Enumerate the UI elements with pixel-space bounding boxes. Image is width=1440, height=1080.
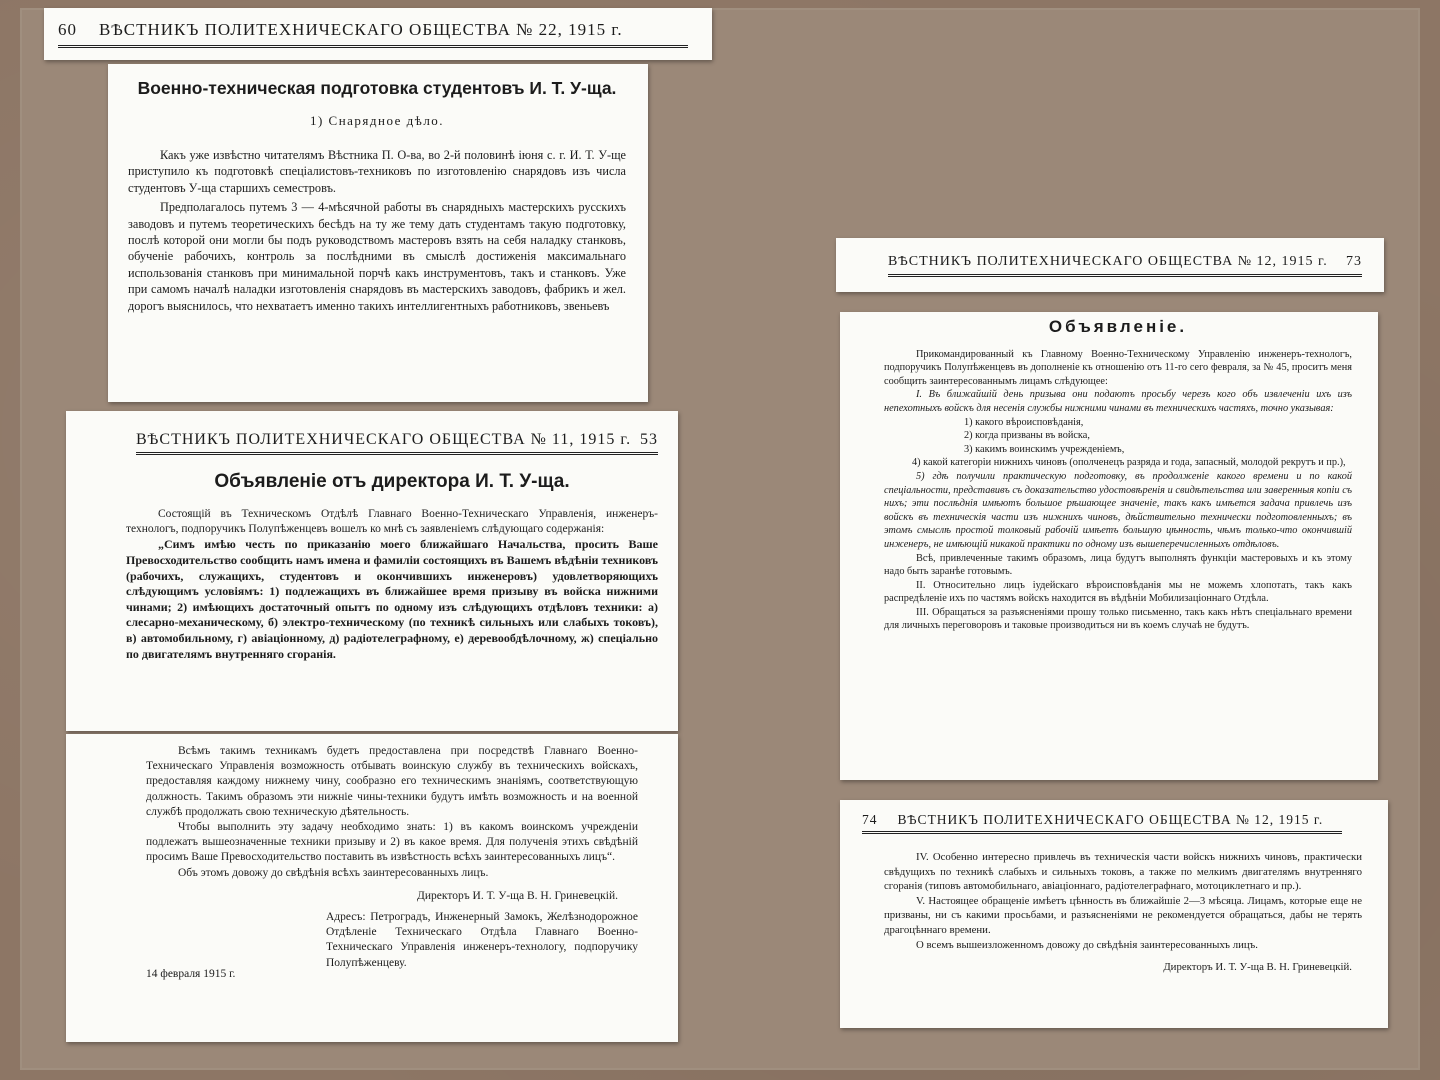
notice-intro: Прикомандированный къ Главному Военно-Техническому Управленію инженеръ-технологъ, подпоручикъ Полупѣженцевъ въ дополненіе къ отношенію отъ 11-го сего февраля, за № 45, проситъ меня сообщить заинтересованнымъ лицамъ слѣдующее: (884, 348, 1352, 387)
continuation-paragraph: Всѣмъ такимъ техникамъ будетъ предоставлена при посредствѣ Главнаго Военно-Техническаго Управленія возможность отбывать воинскую службу въ техническихъ войскахъ, предоставляя каждому нижнему чину, сообразно его техническимъ знаніямъ, соответствующую должность. Такимъ образомъ эти нижніе чины-техники будутъ имѣть возможность и на военной службѣ продолжать свою техническую дѣятельность. (146, 745, 638, 818)
announcement-date: 14 февраля 1915 г. (146, 967, 236, 980)
running-head (862, 812, 1342, 834)
continuation-paragraph: Объ этомъ довожу до свѣдѣнія всѣхъ заинтересованныхъ лицъ. (178, 866, 489, 879)
clipping-article-shell-production (108, 64, 648, 402)
notice-point-1: I. Въ ближайшій день призыва они подаютъ просьбу черезъ кого объ извлеченіи ихъ изъ непехотныхъ войскъ для несенія службы нижними чинами въ техническихъ частяхъ, точно указывая: (884, 389, 1352, 414)
notice-list-item: 4) какой категоріи нижнихъ чиновъ (ополченецъ разряда и года, запасный, молодой рекрутъ и пр.), (912, 457, 1346, 469)
director-signature: Директоръ И. Т. У-ща В. Н. Гриневецкій. (417, 889, 618, 902)
notice-paragraph: Всѣ, привлеченные такимъ образомъ, лица будутъ выполнять функціи мастеровыхъ и къ этому надо быть заранѣе готовымъ. (884, 552, 1352, 578)
notice-list-item: 1) какого вѣроисповѣданія, (964, 416, 1084, 428)
article-paragraph: Предполагалось путемъ 3 — 4-мѣсячной работы въ снарядныхъ мастерскихъ русскихъ заводовъ и путемъ теоретическихъ бесѣдъ на ту же тему дать студентамъ такую подготовку, послѣ которой они могли бы подъ руководствомъ мастеровъ взять на себя наладку станковъ, обученіе рабочихъ, контроль за послѣдними въ смыслѣ достиженія максимальнаго использованія станковъ при минимальной порчѣ какъ инструментовъ, такъ и станковъ. Уже при самомъ началѣ наладки изготовленія снарядовъ въ мастерскихъ заводовъ, фабрикъ и жел. дорогъ выяснилось, что нехватаетъ именно такихъ интеллигентныхъ работниковъ, звеньевъ (128, 200, 626, 313)
page-number: 73 (1346, 254, 1362, 269)
announcement-title: Объявленіе отъ директора И. Т. У-ща. (214, 471, 570, 492)
notice-point-2: II. Относительно лицъ іудейскаго вѣроисповѣданія мы не можемъ хлопотать, такъ какъ распредѣленіе ихъ по частямъ войскъ находится въ вѣдѣніи Мобилизаціоннаго Отдѣла. (884, 579, 1352, 605)
page74-paragraph: IV. Особенно интересно привлечь въ техническія части войскъ нижнихъ чиновъ, практически свѣдущихъ по техникѣ слабыхъ и сильныхъ токовъ, а также по мелкимъ двигателямъ внутренняго сгоранія (типовъ автомобильнаго, авіаціоннаго, радіотелеграфнаго, мотоциклетнаго и пр.). (884, 851, 1362, 893)
page-number: 53 (640, 431, 658, 448)
director-signature: Директоръ И. Т. У-ща В. Н. Гриневецкій. (1163, 961, 1352, 974)
notice-point-1-5: 5) гдѣ получили практическую подготовку, въ продолженіе какого времени и по какой спеціальности, представивъ съ доказательство удостовѣренія и свидѣтельства или заверенныя копіи съ нихъ; эти послѣднія имѣютъ большое рѣшающее значеніе, такъ какъ имѣется задача привлечь изъ войскъ въ техническія части изъ нижнихъ чиновъ, дѣйствительно технически подготовленныхъ; въ этомъ смыслѣ простой толковый рабочій имѣетъ большую цѣнность, чѣмъ только-что окончившій инженеръ, не имѣющій никакой практики по одному изъ вышеперечисленныхъ отдѣловъ. (884, 470, 1352, 550)
clipping-announcement-notice (840, 312, 1378, 780)
notice-list-item: 2) когда призваны въ войска, (964, 430, 1090, 442)
running-head (58, 20, 688, 48)
article-title: Военно-техническая подготовка студентовъ И. Т. У-ща. (137, 78, 617, 98)
notice-title: Объявленіе. (1048, 317, 1188, 336)
clipping-header-issue-12-p73 (836, 238, 1384, 292)
notice-point-3: III. Обращаться за разъясненіями прошу только письменно, такъ какъ нѣтъ спеціальнаго времени для личныхъ переговоровъ и таковые производиться ни въ коемъ случаѣ не будутъ. (884, 606, 1352, 632)
announcement-paragraph: „Симъ имѣю честь по приказанію моего ближайшаго Начальства, просить Ваше Превосходительство сообщить намъ имена и фамиліи состоящихъ въ Вашемъ вѣдѣніи техниковъ (рабочихъ, служащихъ, студентовъ и окончившихъ инженеровъ) удовлетворяющихъ слѣдующимъ условіямъ: 1) подлежащихъ въ ближайшее время призыву въ войска нижними чинами; 2) имѣющихъ достаточный опытъ по одному изъ слѣдующихъ отдѣловъ техники: а) слесарно-механическому, б) электро-техническому (по техникѣ сильныхъ или слабыхъ токовъ), в) автомобильному, г) авіаціонному, д) радіотелеграфному, е) деревообдѣлочному, ж) спеціально по двигателямъ внутренняго сгоранія. (126, 537, 658, 661)
continuation-paragraph: Чтобы выполнить эту задачу необходимо знать: 1) въ какомъ воинскомъ учрежденіи подлежатъ вышеозначенные техники призыву и 2) въ какое время. Для полученія этихъ свѣдѣній просимъ Ваше Превосходительство поставить въ извѣстность всѣхъ заинтересованныхъ лицъ“. (146, 821, 638, 864)
journal-title: ВѢСТНИКЪ ПОЛИТЕХНИЧЕСКАГО ОБЩЕСТВА № 22, 1915 г. (99, 20, 623, 39)
article-subtitle: 1) Снарядное дѣло. (309, 113, 445, 128)
page74-paragraph: V. Настоящее обращеніе имѣетъ цѣнность въ ближайшіе 2—3 мѣсяца. Лицамъ, которые еще не призваны, ни съ какими просьбами, и разъясненіями не рекомендуется обращаться, дабы не терять драгоцѣннаго времени. (884, 894, 1362, 936)
journal-title: ВѢСТНИКЪ ПОЛИТЕХНИЧЕСКАГО ОБЩЕСТВА № 11, 1915 г. (136, 431, 632, 448)
page-number: 60 (58, 20, 77, 39)
page74-paragraph: О всемъ вышеизложенномъ довожу до свѣдѣнія заинтересованныхъ лицъ. (916, 938, 1258, 951)
notice-list-item: 3) какимъ воинскимъ учрежденіемъ, (964, 443, 1125, 455)
clipping-header-issue-22 (44, 8, 712, 60)
notice-list (884, 416, 1352, 470)
clipping-announcement-continuation (66, 734, 678, 1042)
journal-title: ВѢСТНИКЪ ПОЛИТЕХНИЧЕСКАГО ОБЩЕСТВА № 12, 1915 г. (897, 812, 1324, 827)
running-head (888, 254, 1362, 277)
page-number: 74 (862, 812, 878, 827)
article-paragraph: Какъ уже извѣстно читателямъ Вѣстника П. О-ва, во 2-й половинѣ іюня с. г. И. Т. У-ще приступило къ подготовкѣ спеціалистовъ-техниковъ по изготовленію снарядовъ изъ числа студентовъ У-ща старшихъ семестровъ. (128, 148, 626, 195)
clipping-page-74 (840, 800, 1388, 1028)
header-rule (136, 452, 658, 455)
journal-title: ВѢСТНИКЪ ПОЛИТЕХНИЧЕСКАГО ОБЩЕСТВА № 12, 1915 г. (888, 254, 1328, 269)
announcement-paragraph: Состоящій въ Техническомъ Отдѣлѣ Главнаго Военно-Техническаго Управленія, инженеръ-технологъ, подпоручикъ Полупѣженцевъ вошелъ ко мнѣ съ заявленіемъ слѣдующаго содержанія: (126, 508, 658, 536)
address-block: Адресъ: Петроградъ, Инженерный Замокъ, Желѣзнодорожное Отдѣленіе Техническаго Отдѣла Главнаго Военно-Техническаго Управленія инженеръ-технологу, подпоручику Полупѣженцеву. (326, 911, 638, 969)
clipping-director-announcement (66, 411, 678, 731)
running-head (136, 431, 658, 449)
